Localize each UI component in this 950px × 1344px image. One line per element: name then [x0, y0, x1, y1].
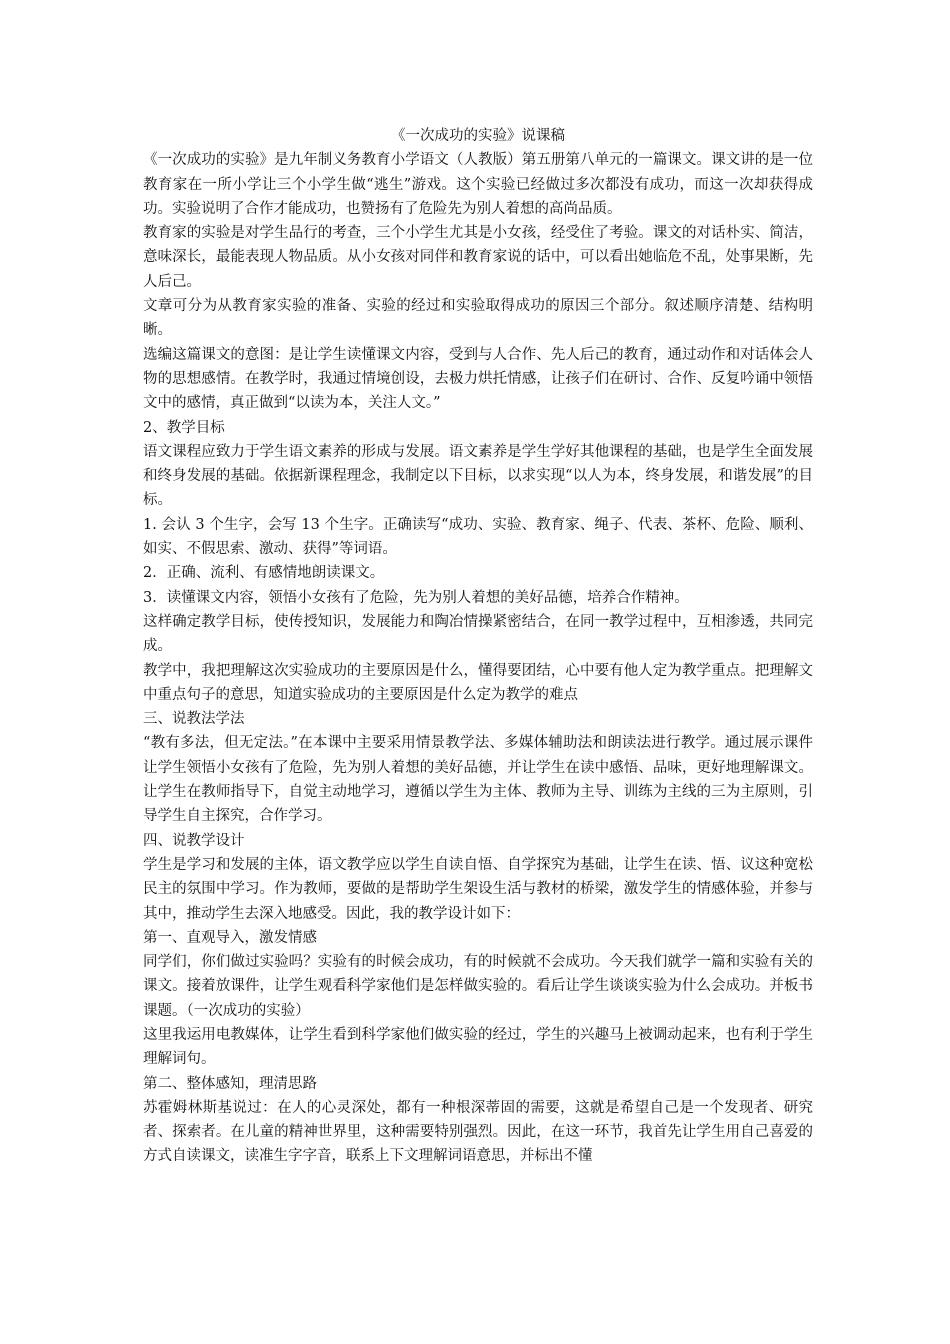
paragraph: 这里我运用电教媒体，让学生看到科学家他们做实验的经过，学生的兴趣马上被调动起来，也有利于学生理解词句。: [143, 1026, 813, 1068]
paragraph: 语文课程应致力于学生语文素养的形成与发展。语文素养是学生学好其他课程的基础，也是学生全面发展和终身发展的基础。依据新课程理念，我制定以下目标，以求实现“以人为本，终身发展，和谐发展”的目标。: [143, 443, 813, 509]
paragraph: “教有多法，但无定法。”在本课中主要采用情景教学法、多媒体辅助法和朗读法进行教学。通过展示课件让学生领悟小女孩有了危险，先为别人着想的美好品德，并让学生在读中感悟、品味，更好地理解课文。让学生在教师指导下，自觉主动地学习，遵循以学生为主体、教师为主导、训练为主线的三为主原则，引导学生自主探究，合作学习。: [143, 735, 813, 825]
section-heading: 三、说教法学法: [143, 711, 245, 728]
paragraph: 选编这篇课文的意图：是让学生读懂课文内容，受到与人合作、先人后己的教育，通过动作和对话体会人物的思想感情。在教学时，我通过情境创设，去极力烘托情感，让孩子们在研讨、合作、反复吟诵中领悟文中的感情，真正做到“以读为本，关注人文。”: [143, 346, 813, 412]
paragraph: 文章可分为从教育家实验的准备、实验的经过和实验取得成功的原因三个部分。叙述顺序清楚、结构明晰。: [143, 298, 813, 339]
paragraph: 这样确定教学目标，使传授知识，发展能力和陶冶情操紧密结合，在同一教学过程中，互相渗透，共同完成。: [143, 613, 813, 655]
paragraph: 学生是学习和发展的主体，语文教学应以学生自读自悟、自学探究为基础，让学生在读、悟、议这种宽松民主的氛围中学习。作为教师，要做的是帮助学生架设生活与教材的桥梁，激发学生的情感体验，并参与其中，推动学生去深入地感受。因此，我的教学设计如下：: [143, 856, 813, 922]
list-item: 3．读懂课文内容，领悟小女孩有了危险，先为别人着想的美好品德，培养合作精神。: [143, 589, 689, 606]
document-title: 《一次成功的实验》说课稿: [391, 128, 565, 144]
section-heading: 2、教学目标: [143, 419, 225, 436]
paragraph: 教育家的实验是对学生品行的考查，三个小学生尤其是小女孩，经受住了考验。课文的对话朴实、简洁，意味深长，最能表现人物品质。从小女孩对同伴和教育家说的话中，可以看出她临危不乱，处事果断，先人后己。: [143, 225, 813, 290]
paragraph: 《一次成功的实验》是九年制义务教育小学语文（人教版）第五册第八单元的一篇课文。课文讲的是一位教育家在一所小学让三个小学生做“逃生”游戏。这个实验已经做过多次都没有成功，而这一次却获得成功。实验说明了合作才能成功，也赞扬有了危险先为别人着想的高尚品质。: [143, 152, 813, 217]
paragraph: 苏霍姆林斯基说过：在人的心灵深处，都有一种根深蒂固的需要，这就是希望自己是一个发现者、研究者、探索者。在儿童的精神世界里，这种需要特别强烈。因此，在这一环节，我首先让学生用自己喜爱的方式自读课文，读准生字字音，联系上下文理解词语意思，并标出不懂: [143, 1099, 813, 1165]
paragraph: 同学们，你们做过实验吗？实验有的时候会成功，有的时候就不会成功。今天我们就学一篇和实验有关的课文。接着放课件，让学生观看科学家他们是怎样做实验的。看后让学生谈谈实验为什么会成功。并板书课题。（一次成功的实验）: [143, 954, 813, 1019]
list-item: 1. 会认 3 个生字，会写 13 个生字。正确读写“成功、实验、教育家、绳子、代表、茶杯、危险、顺利、如实、不假思索、激动、获得”等词语。: [143, 516, 813, 558]
section-heading: 四、说教学设计: [143, 832, 245, 849]
sub-heading: 第二、整体感知，理清思路: [143, 1075, 317, 1092]
list-item: 2．正确、流利、有感情地朗读课文。: [143, 565, 385, 582]
document-body: [143, 124, 813, 1169]
sub-heading: 第一、直观导入，激发情感: [143, 929, 317, 946]
paragraph: 教学中，我把理解这次实验成功的主要原因是什么，懂得要团结，心中要有他人定为教学重点。把理解文中重点句子的意思，知道实验成功的主要原因是什么定为教学的难点: [143, 662, 813, 703]
